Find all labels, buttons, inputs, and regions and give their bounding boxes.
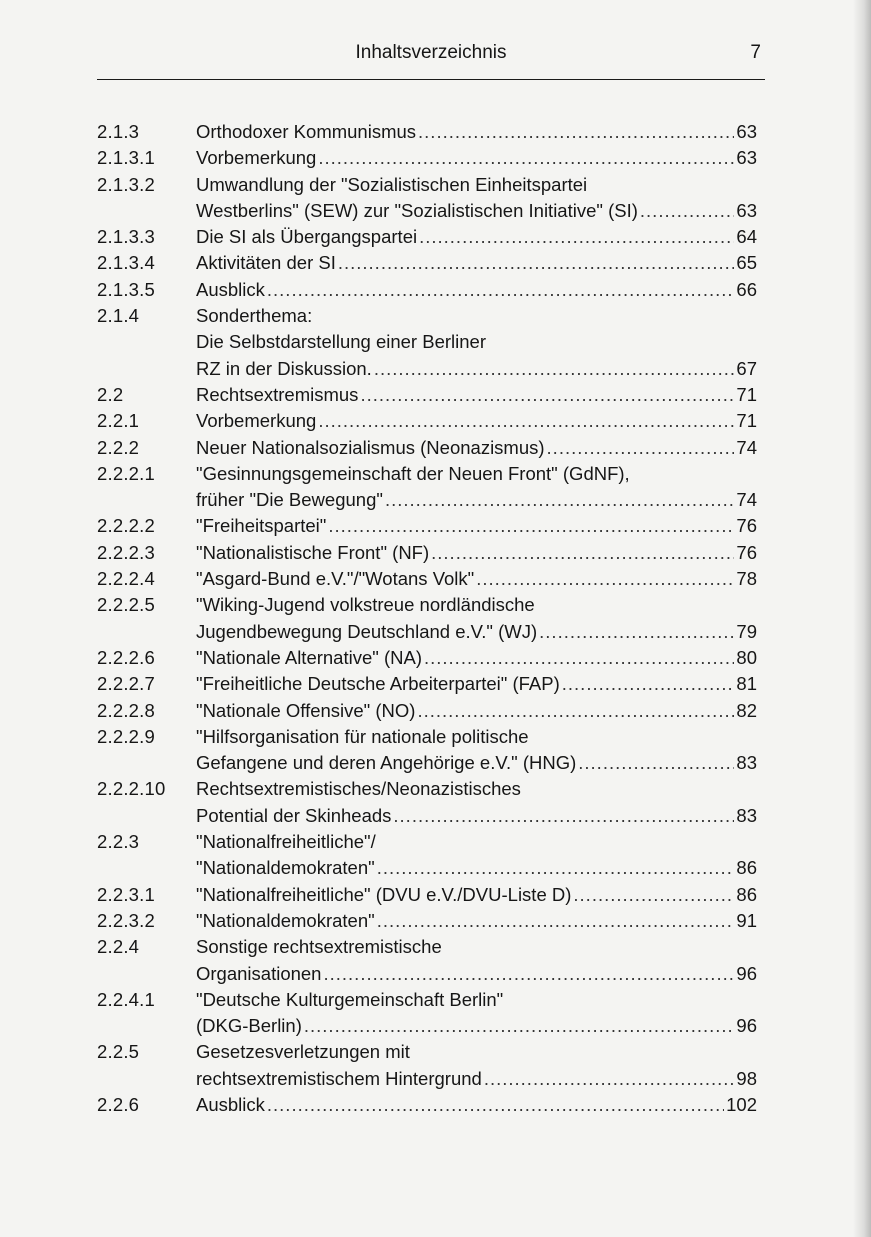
toc-entry-page: 79	[736, 620, 757, 642]
toc-entry-title-line: "Nationale Alternative" (NA)	[196, 646, 422, 668]
toc-entry-page: 96	[736, 962, 757, 984]
toc-entry	[97, 172, 757, 225]
toc-entry-number: 2.2.2.7	[97, 673, 155, 695]
toc-entry-number: 2.2.4.1	[97, 988, 155, 1010]
toc-entry-page: 74	[736, 489, 757, 511]
toc-entry-title	[196, 987, 757, 1040]
toc-entry-title-line: Gesetzesverletzungen mit	[196, 1041, 410, 1063]
toc-entry-page: 83	[736, 804, 757, 826]
toc-entry-last-line	[196, 803, 757, 829]
toc-entry-last-line	[196, 882, 757, 908]
toc-entry-title-line: Sonstige rechtsextremistische	[196, 936, 442, 958]
toc-entry-last-line	[196, 1092, 757, 1118]
toc-entry-title	[196, 1092, 757, 1118]
toc-entry-number: 2.2.2.5	[97, 594, 155, 616]
dot-leader	[377, 908, 735, 934]
toc-entry-title-line: "Gesinnungsgemeinschaft der Neuen Front" (GdNF),	[196, 462, 630, 484]
toc-entry-number: 2.1.3.5	[97, 278, 155, 300]
page-number: 7	[750, 42, 761, 63]
toc-entry-page: 63	[736, 121, 757, 142]
toc-entry	[97, 461, 757, 514]
toc-entry-title-line: RZ in der Diskussion.	[196, 357, 372, 379]
dot-leader	[418, 119, 734, 145]
toc-entry-title	[196, 145, 757, 171]
running-title: Inhaltsverzeichnis	[355, 42, 507, 63]
toc-entry-title	[196, 882, 757, 908]
dot-leader	[419, 224, 734, 250]
toc-entry-title-line: "Freiheitspartei"	[196, 515, 327, 537]
toc-entry-title-line: "Nationaldemokraten"	[196, 857, 375, 879]
dot-leader	[318, 408, 734, 434]
toc-entry	[97, 724, 757, 777]
toc-entry-title-line: "Deutsche Kulturgemeinschaft Berlin"	[196, 988, 504, 1010]
toc-entry-title	[196, 172, 757, 225]
toc-entry-title	[196, 1039, 757, 1092]
toc-entry-title	[196, 382, 757, 408]
toc-entry-title	[196, 461, 757, 514]
toc-entry	[97, 829, 757, 882]
toc-entry-page: 82	[736, 699, 757, 721]
toc-entry-page: 91	[736, 909, 757, 931]
toc-entry	[97, 698, 757, 724]
toc-entry-number: 2.1.3.1	[97, 147, 155, 169]
toc-entry	[97, 1092, 757, 1118]
toc-entry	[97, 119, 757, 145]
toc-entry-title-line: Orthodoxer Kommunismus	[196, 121, 417, 142]
toc-entry-title-line: Umwandlung der "Sozialistischen Einheitspartei	[196, 173, 588, 195]
toc-entry-title-line: Rechtsextremistisches/Neonazistisches	[196, 778, 521, 800]
toc-entry-last-line	[196, 855, 757, 881]
toc-entry-title	[196, 566, 757, 592]
toc-entry	[97, 934, 757, 987]
toc-entry-number: 2.2.2.1	[97, 462, 155, 484]
dot-leader	[476, 566, 734, 592]
toc-entry-number: 2.1.3	[97, 121, 140, 142]
toc-entry-page: 80	[736, 646, 757, 668]
toc-entry-page: 86	[736, 883, 757, 905]
toc-entry-title	[196, 908, 757, 934]
toc-entry-page: 63	[736, 199, 757, 221]
toc-entry-number: 2.2.2.4	[97, 568, 155, 590]
toc-entry-title-line: Die Selbstdarstellung einer Berliner	[196, 331, 486, 353]
dot-leader	[417, 698, 734, 724]
toc-entry-number: 2.2.2.2	[97, 515, 155, 537]
toc-entry-title-line: Jugendbewegung Deutschland e.V." (WJ)	[196, 620, 538, 642]
dot-leader	[573, 882, 734, 908]
toc-entry	[97, 513, 757, 539]
dot-leader	[562, 671, 735, 697]
dot-leader	[304, 1013, 735, 1039]
dot-leader	[267, 277, 735, 303]
toc-entry-title	[196, 224, 757, 250]
toc-entry-title-line: Organisationen	[196, 962, 322, 984]
toc-entry-last-line	[196, 908, 757, 934]
toc-entry-number: 2.2.2.9	[97, 725, 155, 747]
dot-leader	[547, 435, 735, 461]
dot-leader	[328, 513, 734, 539]
toc-entry-number: 2.2.6	[97, 1093, 140, 1115]
toc-entry	[97, 908, 757, 934]
toc-entry	[97, 592, 757, 645]
page-edge-shadow	[853, 0, 871, 1237]
toc-entry-page: 98	[736, 1067, 757, 1089]
toc-entry-title-line: rechtsextremistischem Hintergrund	[196, 1067, 482, 1089]
toc-entry-title	[196, 513, 757, 539]
header-rule	[97, 79, 765, 80]
toc-entry-title-line: "Hilfsorganisation für nationale politische	[196, 725, 529, 747]
toc-entry-title-line: "Freiheitliche Deutsche Arbeiterpartei" (FAP)	[196, 673, 560, 695]
dot-leader	[377, 855, 735, 881]
toc-entry-page: 67	[736, 357, 757, 379]
toc-entry-last-line	[196, 250, 757, 276]
toc-entry-number: 2.1.4	[97, 305, 140, 327]
toc-entry-title	[196, 250, 757, 276]
toc-entry-page: 76	[736, 515, 757, 537]
dot-leader	[393, 803, 734, 829]
table-of-contents	[97, 119, 757, 1118]
toc-entry-title-line: Vorbemerkung	[196, 410, 317, 432]
toc-entry-number: 2.2.2	[97, 436, 140, 458]
toc-entry-number: 2.2.2.10	[97, 778, 166, 800]
toc-entry-title-line: "Wiking-Jugend volkstreue nordländische	[196, 594, 535, 616]
toc-entry-title-line: "Nationalfreiheitliche"/	[196, 831, 376, 853]
dot-leader	[267, 1092, 724, 1118]
toc-entry-page: 96	[736, 1015, 757, 1037]
toc-entry-title	[196, 119, 757, 145]
toc-entry-page: 63	[736, 147, 757, 169]
toc-entry-title-line: "Nationaldemokraten"	[196, 909, 375, 931]
toc-entry-title-line: (DKG-Berlin)	[196, 1015, 302, 1037]
toc-entry-last-line	[196, 277, 757, 303]
toc-entry-last-line	[196, 198, 757, 224]
toc-entry-title	[196, 303, 757, 382]
toc-entry-title	[196, 277, 757, 303]
toc-entry-number: 2.1.3.3	[97, 226, 155, 248]
dot-leader	[578, 750, 734, 776]
toc-entry-number: 2.2.3	[97, 831, 140, 853]
toc-entry-page: 71	[736, 410, 757, 432]
toc-entry-number: 2.2.3.1	[97, 883, 155, 905]
toc-entry-page: 66	[736, 278, 757, 300]
toc-entry-title-line: Gefangene und deren Angehörige e.V." (HNG)	[196, 752, 577, 774]
toc-entry-last-line	[196, 698, 757, 724]
toc-entry-last-line	[196, 408, 757, 434]
dot-leader	[360, 382, 734, 408]
toc-entry-title-line: Ausblick	[196, 278, 265, 300]
toc-entry	[97, 776, 757, 829]
toc-entry-title-line: Sonderthema:	[196, 305, 313, 327]
toc-entry-title-line: Vorbemerkung	[196, 147, 317, 169]
toc-entry-last-line	[196, 750, 757, 776]
dot-leader	[539, 619, 734, 645]
toc-entry-number: 2.1.3.4	[97, 252, 155, 274]
toc-entry-page: 83	[736, 752, 757, 774]
toc-entry	[97, 435, 757, 461]
toc-entry-title-line: Aktivitäten der SI	[196, 252, 336, 274]
dot-leader	[640, 198, 735, 224]
toc-entry	[97, 250, 757, 276]
toc-entry-title-line: "Nationalistische Front" (NF)	[196, 541, 430, 563]
toc-entry-page: 102	[726, 1093, 757, 1115]
toc-entry-title	[196, 671, 757, 697]
toc-entry-number: 2.2.3.2	[97, 909, 155, 931]
toc-entry-title-line: Potential der Skinheads	[196, 804, 392, 826]
toc-entry	[97, 408, 757, 434]
dot-leader	[424, 645, 734, 671]
toc-entry-title	[196, 540, 757, 566]
toc-entry-title	[196, 645, 757, 671]
toc-entry-title	[196, 776, 757, 829]
toc-entry-last-line	[196, 435, 757, 461]
dot-leader	[323, 961, 734, 987]
toc-entry	[97, 671, 757, 697]
toc-entry-page: 76	[736, 541, 757, 563]
dot-leader	[484, 1066, 735, 1092]
toc-entry-title	[196, 592, 757, 645]
toc-entry	[97, 382, 757, 408]
toc-entry	[97, 987, 757, 1040]
toc-entry-page: 78	[736, 568, 757, 590]
dot-leader	[431, 540, 734, 566]
toc-entry-page: 71	[736, 383, 757, 405]
toc-entry-title-line: "Asgard-Bund e.V."/"Wotans Volk"	[196, 568, 475, 590]
toc-entry-title-line: Die SI als Übergangspartei	[196, 226, 418, 248]
toc-entry-last-line	[196, 224, 757, 250]
toc-entry-page: 81	[736, 673, 757, 695]
toc-entry-number: 2.1.3.2	[97, 173, 155, 195]
toc-entry-last-line	[196, 645, 757, 671]
toc-entry-number: 2.2.4	[97, 936, 140, 958]
toc-entry-title-line: früher "Die Bewegung"	[196, 489, 383, 511]
toc-entry-last-line	[196, 145, 757, 171]
toc-entry	[97, 224, 757, 250]
toc-entry	[97, 145, 757, 171]
toc-entry-last-line	[196, 961, 757, 987]
toc-entry-title-line: Westberlins" (SEW) zur "Sozialistischen Initiative" (SI)	[196, 199, 638, 221]
toc-entry-title	[196, 698, 757, 724]
toc-entry-number: 2.2	[97, 383, 124, 405]
toc-entry-last-line	[196, 1066, 757, 1092]
toc-entry	[97, 277, 757, 303]
toc-entry-last-line	[196, 382, 757, 408]
dot-leader	[318, 145, 734, 171]
toc-entry-title	[196, 408, 757, 434]
toc-entry	[97, 882, 757, 908]
toc-entry	[97, 540, 757, 566]
toc-entry-last-line	[196, 566, 757, 592]
toc-entry-page: 74	[736, 436, 757, 458]
toc-entry-last-line	[196, 619, 757, 645]
toc-entry-last-line	[196, 540, 757, 566]
dot-leader	[385, 487, 734, 513]
toc-entry-page: 64	[736, 226, 757, 248]
toc-entry-last-line	[196, 487, 757, 513]
toc-entry-last-line	[196, 119, 757, 145]
toc-entry-title	[196, 829, 757, 882]
toc-entry	[97, 645, 757, 671]
toc-entry-title	[196, 934, 757, 987]
toc-entry	[97, 303, 757, 382]
toc-entry-number: 2.2.2.3	[97, 541, 155, 563]
dot-leader	[374, 356, 735, 382]
toc-entry-last-line	[196, 513, 757, 539]
toc-entry-number: 2.2.1	[97, 410, 140, 432]
toc-entry-last-line	[196, 356, 757, 382]
toc-entry-number: 2.2.2.8	[97, 699, 155, 721]
toc-entry-number: 2.2.5	[97, 1041, 140, 1063]
toc-entry-page: 86	[736, 857, 757, 879]
toc-entry-title-line: "Nationalfreiheitliche" (DVU e.V./DVU-Liste D)	[196, 883, 572, 905]
toc-entry-last-line	[196, 671, 757, 697]
toc-entry-number: 2.2.2.6	[97, 646, 155, 668]
toc-entry-page: 65	[736, 252, 757, 274]
toc-entry	[97, 1039, 757, 1092]
toc-entry-title	[196, 724, 757, 777]
dot-leader	[338, 250, 735, 276]
toc-entry-title-line: Neuer Nationalsozialismus (Neonazismus)	[196, 436, 545, 458]
toc-entry-last-line	[196, 1013, 757, 1039]
toc-entry	[97, 566, 757, 592]
toc-entry-title-line: "Nationale Offensive" (NO)	[196, 699, 416, 721]
toc-entry-title	[196, 435, 757, 461]
toc-entry-title-line: Ausblick	[196, 1093, 265, 1115]
page-header	[97, 38, 765, 80]
toc-entry-title-line: Rechtsextremismus	[196, 383, 359, 405]
